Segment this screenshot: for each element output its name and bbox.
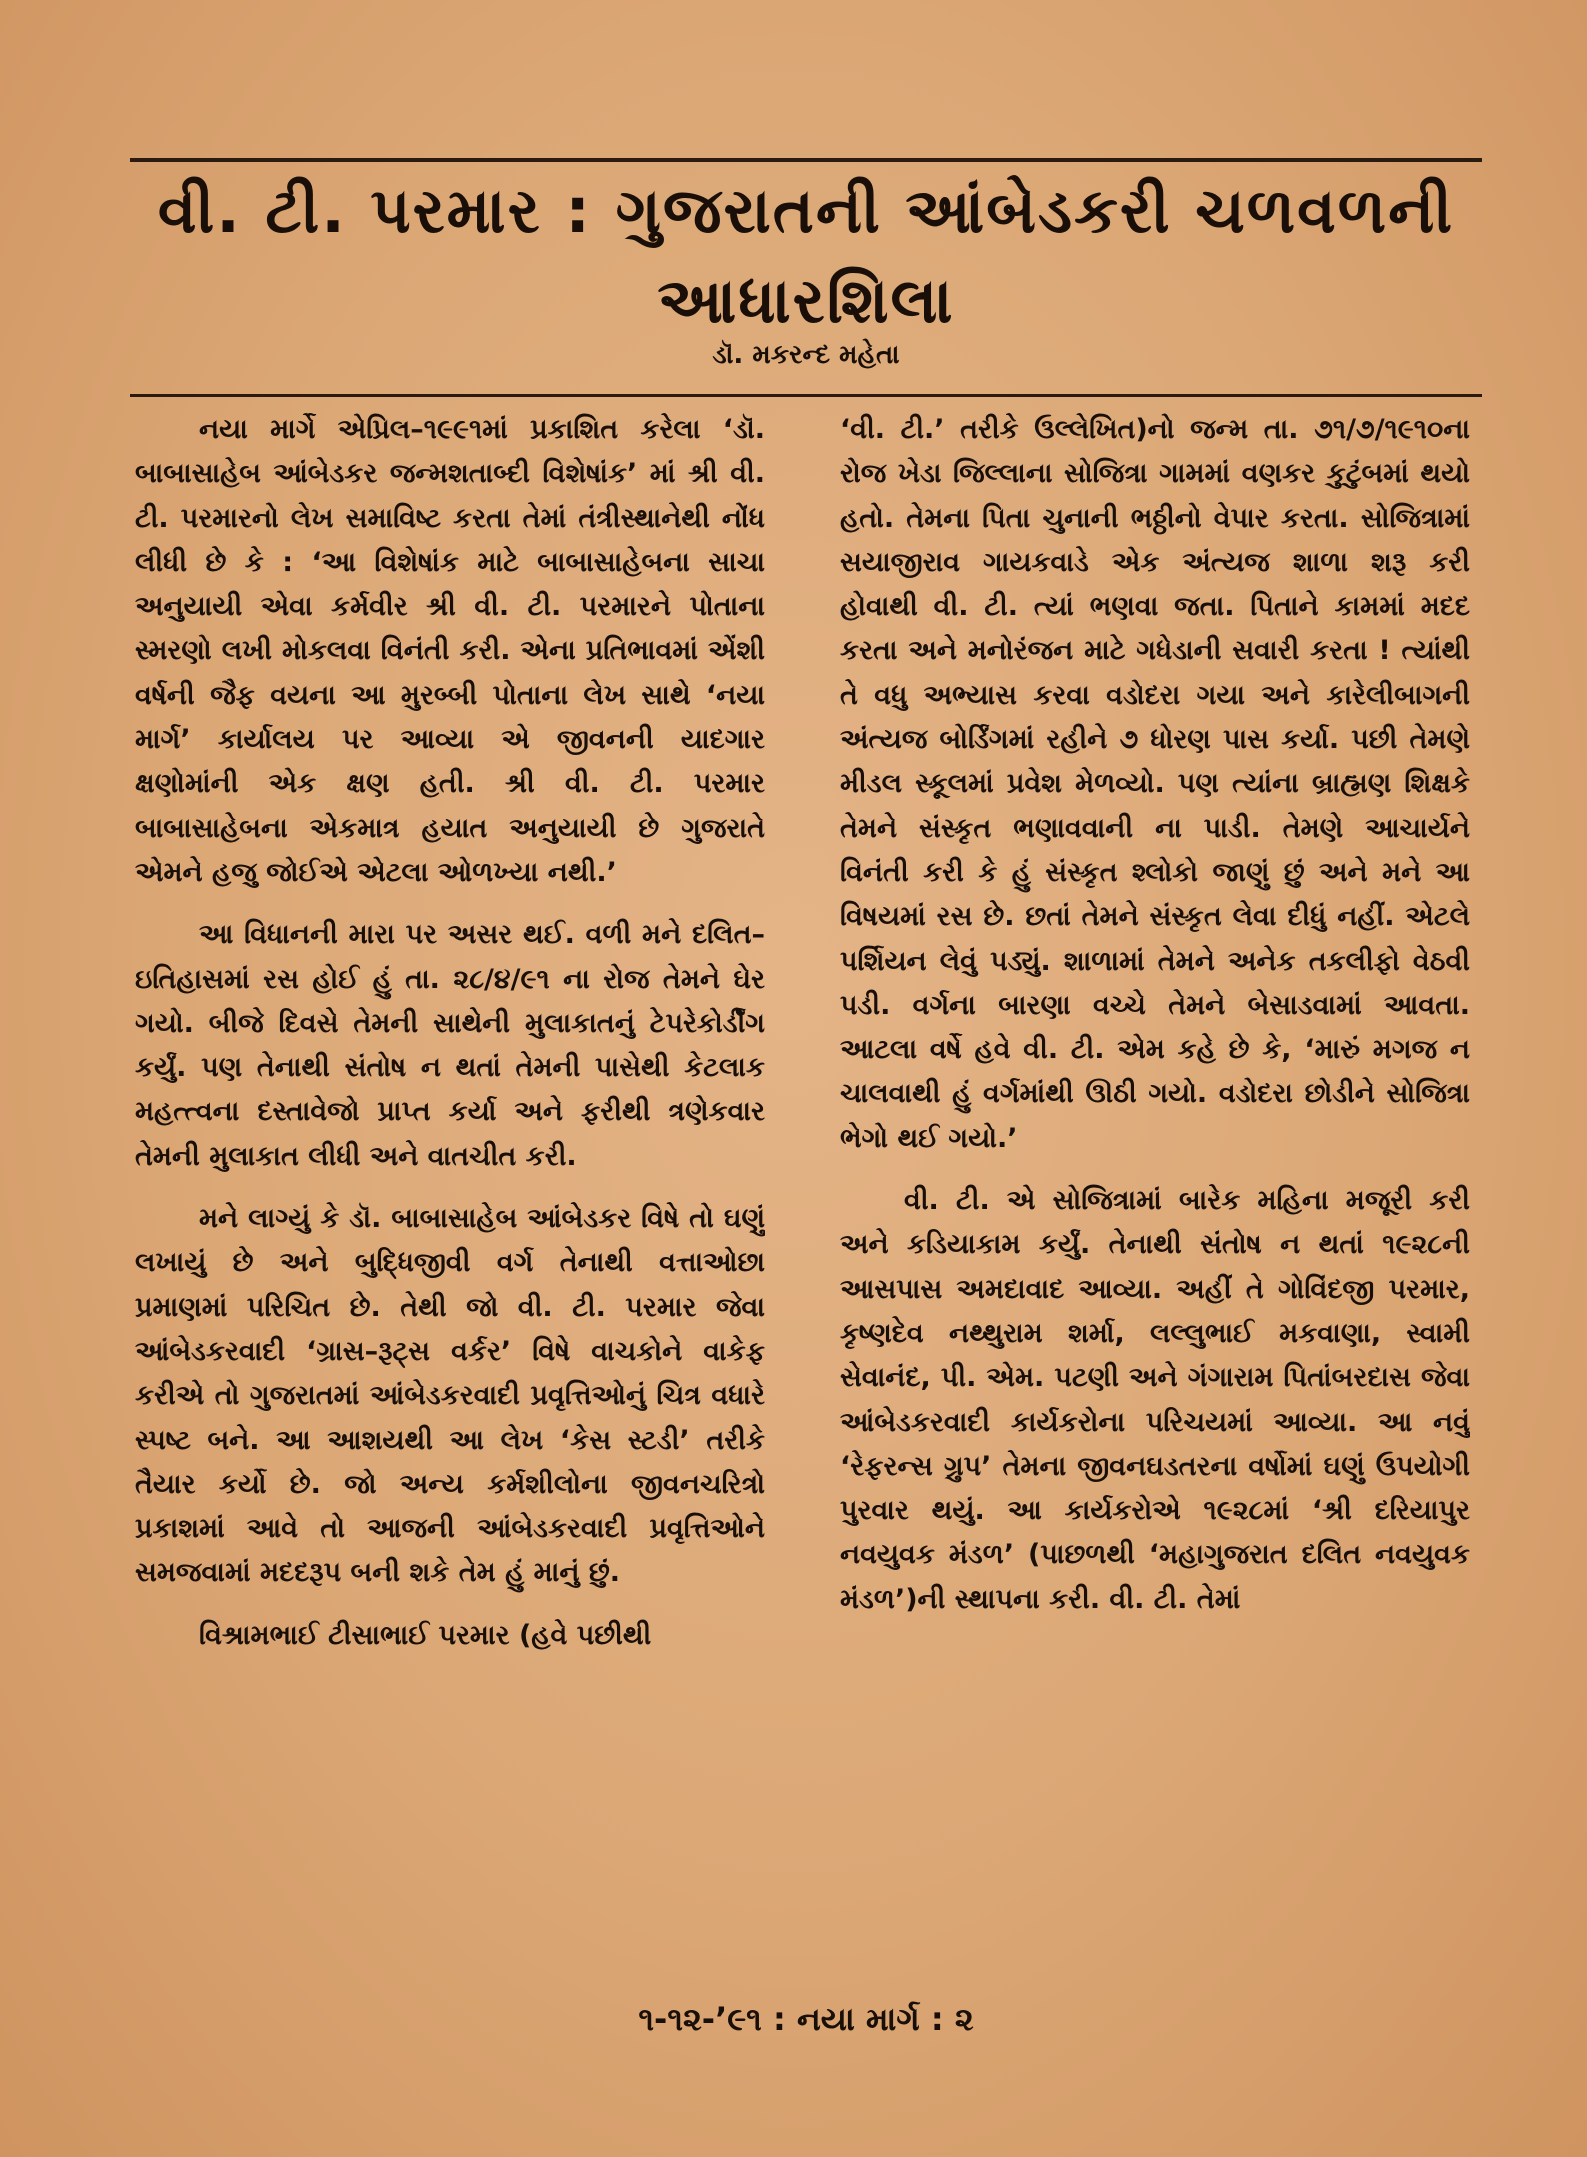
header-top-rule bbox=[130, 158, 1482, 162]
paragraph: વિશ્રામભાઈ ટીસાભાઈ પરમાર (હવે પછીથી bbox=[199, 1619, 652, 1651]
page-footer: ૧-૧૨-’૯૧ : નયા માર્ગ : ૨ bbox=[638, 2000, 974, 2038]
left-column bbox=[135, 408, 765, 1978]
paragraph: વી. ટી. એ સોજિત્રામાં બારેક મહિના મજૂરી કરી અને કડિયાકામ કર્યું. તેનાથી સંતોષ ન થતાં ૧૯૨૮ની આસપાસ અમદાવાદ આવ્યા. અહીં તે ગોવિંદજી પરમાર, કૃષ્ણદેવ નથ્થુરામ શર્મા, લલ્લુભાઈ મકવાણા, સ્વામી સેવાનંદ, પી. એમ. પટણી અને ગંગારામ પિતાંબરદાસ જેવા આંબેડકરવાદી કાર્યકરોના પરિચયમાં આવ્યા. આ નવું ‘રેફરન્સ ગ્રુપ’ તેમના જીવનઘડતરના વર્ષોમાં ઘણું ઉપયોગી પુરવાર થયું. આ કાર્યકરોએ ૧૯૨૮માં ‘શ્રી દરિયાપુર નવયુવક મંડળ’ (પાછળથી ‘મહાગુજરાત દલિત નવયુવક મંડળ’)ની સ્થાપના કરી. વી. ટી. તેમાં bbox=[840, 1185, 1470, 1615]
article-title-line2: આધારશિલા bbox=[657, 264, 955, 337]
header-bottom-rule bbox=[130, 394, 1482, 397]
author-byline: ડૉ. મકરન્દ મહેતા bbox=[712, 340, 900, 370]
right-column bbox=[840, 408, 1470, 1978]
paragraph: નયા માર્ગે એપ્રિલ–૧૯૯૧માં પ્રકાશિત કરેલા ‘ડૉ. બાબાસાહેબ આંબેડકર જન્મશતાબ્દી વિશેષાંક’ માં શ્રી વી. ટી. પરમારનો લેખ સમાવિષ્ટ કરતા તેમાં તંત્રીસ્થાનેથી નોંધ લીધી છે કે : ‘આ વિશેષાંક માટે બાબાસાહેબના સાચા અનુયાયી એવા કર્મવીર શ્રી વી. ટી. પરમારને પોતાના સ્મરણો લખી મોકલવા વિનંતી કરી. એના પ્રતિભાવમાં એંશી વર્ષની જૈફ વયના આ મુરબ્બી પોતાના લેખ સાથે ‘નયા માર્ગ’ કાર્યાલય પર આવ્યા એ જીવનની યાદગાર ક્ષણોમાંની એક ક્ષણ હતી. શ્રી વી. ટી. પરમાર બાબાસાહેબના એકમાત્ર હયાત અનુયાયી છે ગુજરાતે એમને હજુ જોઈએ એટલા ઓળખ્યા નથી.’ bbox=[135, 414, 765, 888]
paragraph: આ વિધાનની મારા પર અસર થઈ. વળી મને દલિત–ઇતિહાસમાં રસ હોઈ હું તા. ૨૮/૪/૯૧ ના રોજ તેમને ઘેર ગયો. બીજે દિવસે તેમની સાથેની મુલાકાતનું ટેપરેકોર્ડીંગ કર્યું. પણ તેનાથી સંતોષ ન થતાં તેમની પાસેથી કેટલાક મહત્ત્વના દસ્તાવેજો પ્રાપ્ત કર્યા અને ફરીથી ત્રણેકવાર તેમની મુલાકાત લીધી અને વાતચીત કરી. bbox=[135, 919, 765, 1172]
paragraph: ‘વી. ટી.’ તરીકે ઉલ્લેખિત)નો જન્મ તા. ૭૧/૭/૧૯૧૦ના રોજ ખેડા જિલ્લાના સોજિત્રા ગામમાં વણકર કુટુંબમાં થયો હતો. તેમના પિતા ચુનાની ભઠ્ઠીનો વેપાર કરતા. સોજિત્રામાં સયાજીરાવ ગાયકવાડે એક અંત્યજ શાળા શરૂ કરી હોવાથી વી. ટી. ત્યાં ભણવા જતા. પિતાને કામમાં મદદ કરતા અને મનોરંજન માટે ગધેડાની સવારી કરતા ! ત્યાંથી તે વધુ અભ્યાસ કરવા વડોદરા ગયા અને કારેલીબાગની અંત્યજ બોર્ડિંગમાં રહીને ૭ ધોરણ પાસ કર્યા. પછી તેમણે મીડલ સ્કૂલમાં પ્રવેશ મેળવ્યો. પણ ત્યાંના બ્રાહ્મણ શિક્ષકે તેમને સંસ્કૃત ભણાવવાની ના પાડી. તેમણે આચાર્યને વિનંતી કરી કે હું સંસ્કૃત શ્લોકો જાણું છું અને મને આ વિષયમાં રસ છે. છતાં તેમને સંસ્કૃત લેવા દીધું નહીં. એટલે પર્શિયન લેવું પડ્યું. શાળામાં તેમને અનેક તકલીફો વેઠવી પડી. વર્ગના બારણા વચ્ચે તેમને બેસાડવામાં આવતા. આટલા વર્ષે હવે વી. ટી. એમ કહે છે કે, ‘મારું મગજ ન ચાલવાથી હું વર્ગમાંથી ઊઠી ગયો. વડોદરા છોડીને સોજિત્રા ભેગો થઈ ગયો.’ bbox=[840, 414, 1470, 1154]
article-title-line1: વી. ટી. પરમાર : ગુજરાતની આંબેડકરી ચળવળની bbox=[157, 174, 1455, 247]
paragraph: મને લાગ્યું કે ડૉ. બાબાસાહેબ આંબેડકર વિષે તો ઘણું લખાયું છે અને બુદ્ધિજીવી વર્ગ તેનાથી વત્તાઓછા પ્રમાણમાં પરિચિત છે. તેથી જો વી. ટી. પરમાર જેવા આંબેડકરવાદી ‘ગ્રાસ–રૂટ્સ વર્કર’ વિષે વાચકોને વાકેફ કરીએ તો ગુજરાતમાં આંબેડકરવાદી પ્રવૃત્તિઓનું ચિત્ર વધારે સ્પષ્ટ બને. આ આશયથી આ લેખ ‘કેસ સ્ટડી’ તરીકે તૈયાર કર્યો છે. જો અન્ય કર્મશીલોના જીવનચરિત્રો પ્રકાશમાં આવે તો આજની આંબેડકરવાદી પ્રવૃત્તિઓને સમજવામાં મદદરૂપ બની શકે તેમ હું માનું છું. bbox=[135, 1203, 765, 1589]
